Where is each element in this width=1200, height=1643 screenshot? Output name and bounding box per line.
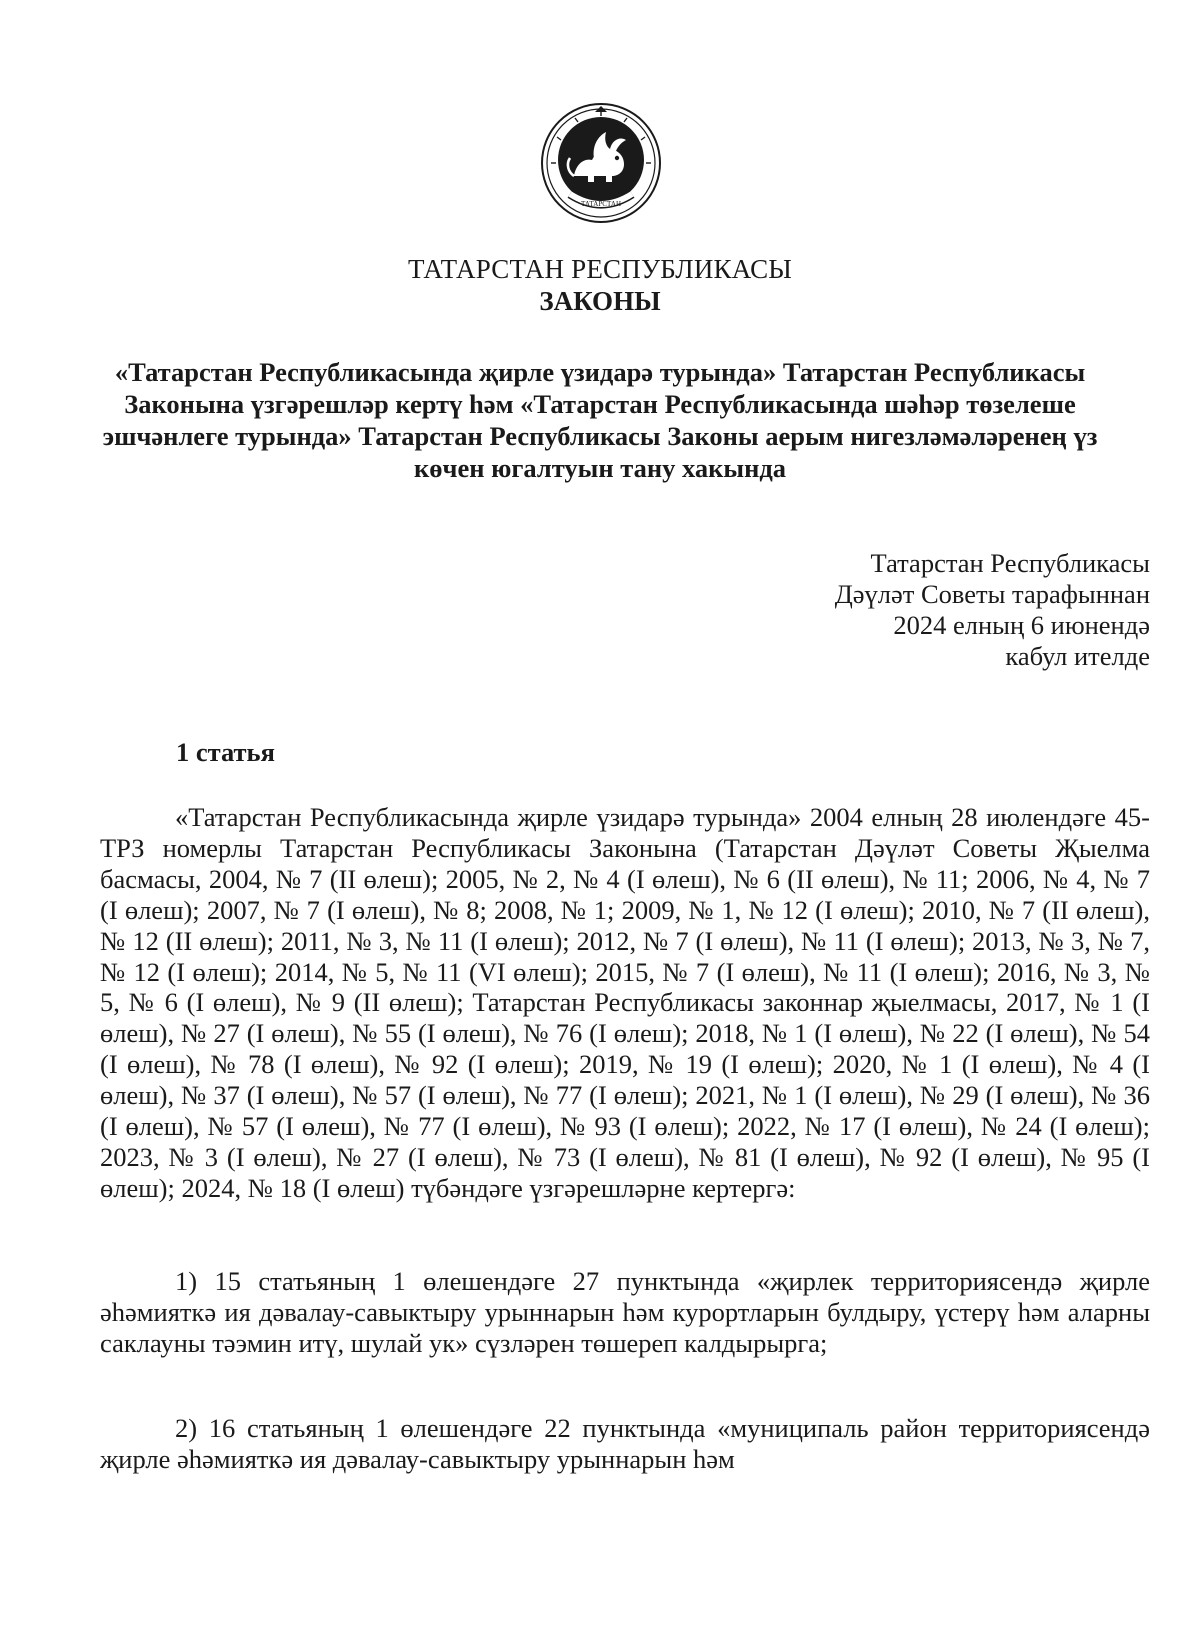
law-title: «Татарстан Республикасында җирле үзидарә турында» Татарстан Республикасы Законына үзгәрешләр кертү һәм «Татарстан Республикасында шәһәр төзелеше эшчәнлеге турында» Татарстан Республикасы Законы аерым нигезләмәләренең үз көчен югалтуын тану хакында [102, 357, 1098, 483]
article-heading: 1 статья [176, 737, 275, 767]
coat-of-arms-emblem [540, 102, 662, 224]
article-paragraph: 1) 15 статьяның 1 өлешендәге 27 пунктында «җирлек территориясендә җирле әһәмияткә ия дәвалау-савыктыру урыннарын һәм курортларын булдыру, үстерү һәм аларны саклауны тәэмин итү, шулай ук» сүзләрен төшереп калдырырга; [100, 1266, 1150, 1358]
adoption-line: кабул ителде [1005, 641, 1150, 671]
document-type: ЗАКОНЫ [539, 286, 661, 316]
tatarstan-coat-of-arms-icon [540, 102, 662, 224]
adoption-line: 2024 елның 6 июнендә [893, 610, 1150, 640]
adoption-note [670, 548, 1150, 672]
adoption-line: Дәүләт Советы тарафыннан [834, 579, 1150, 609]
state-name: ТАТАРСТАН РЕСПУБЛИКАСЫ [407, 254, 793, 284]
article-paragraph: «Татарстан Республикасында җирле үзидарә турында» 2004 елның 28 июлендәге 45-ТРЗ номерлы Татарстан Республикасы Законына (Татарстан Дәүләт Советы Җыелма басмасы, 2004, № 7 (II өлеш); 2005, № 2, № 4 (I өлеш), № 6 (II өлеш), № 11; 2006, № 4, № 7 (I өлеш); 2007, № 7 (I өлеш), № 8; 2008, № 1; 2009, № 1, № 12 (I өлеш); 2010, № 7 (II өлеш), № 12 (II өлеш); 2011, № 3, № 11 (I өлеш); 2012, № 7 (I өлеш), № 11 (I өлеш); 2013, № 3, № 7, № 12 (I өлеш); 2014, № 5, № 11 (VI өлеш); 2015, № 7 (I өлеш), № 11 (I өлеш); 2016, № 3, № 5, № 6 (I өлеш), № 9 (II өлеш); Татарстан Республикасы законнар җыелмасы, 2017, № 1 (I өлеш), № 27 (I өлеш), № 55 (I өлеш), № 76 (I өлеш); 2018, № 1 (I өлеш), № 22 (I өлеш), № 54 (I өлеш), № 78 (I өлеш), № 92 (I өлеш); 2019, № 19 (I өлеш); 2020, № 1 (I өлеш), № 4 (I өлеш), № 37 (I өлеш), № 57 (I өлеш), № 77 (I өлеш); 2021, № 1 (I өлеш), № 29 (I өлеш), № 36 (I өлеш), № 57 (I өлеш), № 77 (I өлеш), № 93 (I өлеш); 2022, № 17 (I өлеш), № 24 (I өлеш); 2023, № 3 (I өлеш), № 27 (I өлеш), № 73 (I өлеш), № 81 (I өлеш), № 92 (I өлеш), № 95 (I өлеш); 2024, № 18 (I өлеш) түбәндәге үзгәрешләрне кертергә: [100, 802, 1150, 1203]
adoption-line: Татарстан Республикасы [870, 548, 1150, 578]
emblem-ribbon-text: ТАТАРСТАН [580, 200, 622, 208]
article-paragraph: 2) 16 статьяның 1 өлешендәге 22 пунктында «муниципаль район территориясендә җирле әһәмияткә ия дәвалау-савыктыру урыннарын һәм [100, 1413, 1150, 1474]
